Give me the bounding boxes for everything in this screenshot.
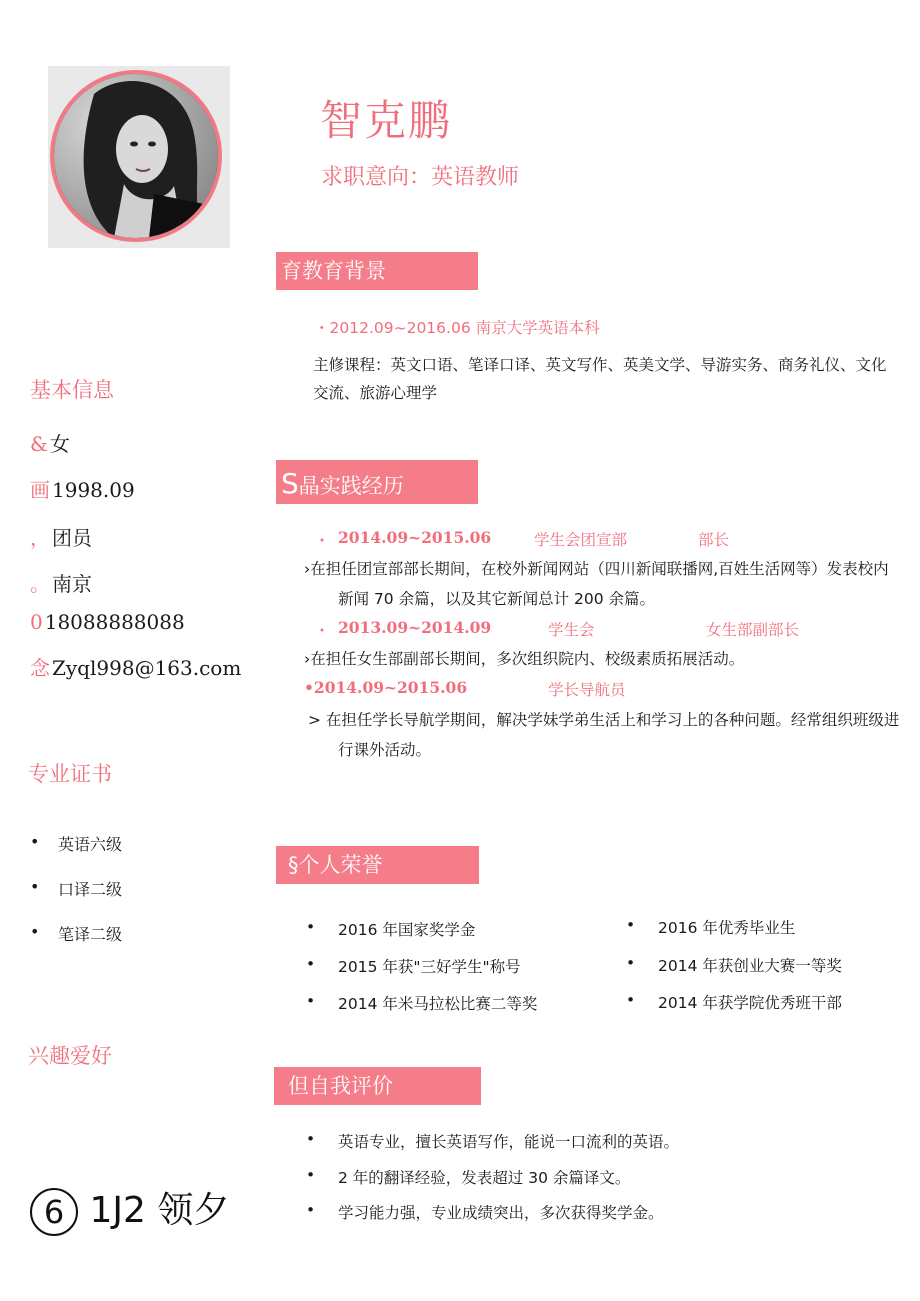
birthday-row bbox=[30, 474, 135, 503]
bullet-icon: • bbox=[626, 954, 636, 972]
bullet-icon: • bbox=[306, 992, 316, 1010]
self-eval-section-title: 但自我评价 bbox=[274, 1067, 481, 1105]
honors-section-title: §个人荣誉 bbox=[276, 846, 479, 884]
bullet-icon: • bbox=[30, 877, 40, 896]
self-eval-item: • 学习能力强，专业成绩突出，多次获得奖学金。 bbox=[306, 1201, 664, 1222]
cert-item: • 口译二级 bbox=[30, 877, 123, 899]
hobby-glyphs-text: 1J2 领夕 bbox=[89, 1190, 230, 1231]
honor-item: • 2014 年获创业大赛一等奖 bbox=[626, 954, 842, 975]
practice-item-desc-cont: 行课外活动。 bbox=[338, 741, 432, 759]
education-courses: 主修课程：英文口语、笔译口译、英文写作、英美文学、导游实务、商务礼仪、文化交流、旅游心理学 bbox=[313, 356, 887, 402]
political-row bbox=[30, 522, 92, 551]
email-row bbox=[30, 652, 241, 681]
practice-item-desc-cont: 新闻 70 余篇，以及其它新闻总计 200 余篇。 bbox=[338, 590, 656, 608]
bullet-icon: • bbox=[30, 832, 40, 851]
location-row bbox=[30, 568, 92, 597]
practice-section-title: S晶实践经历 bbox=[276, 460, 478, 504]
hobby-title: 兴趣爱好 bbox=[28, 1044, 112, 1068]
location-value: 南京 bbox=[52, 572, 92, 596]
cert-title: 专业证书 bbox=[28, 762, 112, 786]
practice-item-header: ・ 2014.09~2015.06 学生会团宣部 部长 bbox=[314, 528, 730, 550]
honor-item: • 2016 年优秀毕业生 bbox=[626, 916, 796, 937]
gender-icon: & bbox=[30, 432, 48, 456]
gender-value: 女 bbox=[49, 432, 70, 456]
self-eval-item: • 英语专业，擅长英语写作，能说一口流利的英语。 bbox=[306, 1130, 680, 1151]
candidate-name: 智克鹏 bbox=[320, 96, 453, 145]
email-icon: 念 bbox=[30, 656, 50, 680]
bullet-icon: • bbox=[30, 922, 40, 941]
basic-info-title: 基本信息 bbox=[30, 378, 114, 402]
job-objective: 求职意向：英语教师 bbox=[321, 165, 520, 190]
phone-row bbox=[30, 610, 185, 634]
practice-item-desc: > 在担任学长导航学期间，解决学妹学弟生活上和学习上的各种问题。经常组织班级进 bbox=[308, 711, 900, 729]
practice-item-desc: ›在担任团宣部部长期间，在校外新闻网站（四川新闻联播网,百姓生活网等）发表校内 bbox=[304, 560, 889, 578]
gender-row bbox=[30, 428, 70, 457]
self-eval-item: • 2 年的翻译经验，发表超过 30 余篇译文。 bbox=[306, 1166, 631, 1187]
political-value: 团员 bbox=[52, 526, 92, 550]
cert-item: • 笔译二级 bbox=[30, 922, 123, 944]
hobby-circle-icon: 6 bbox=[30, 1188, 78, 1236]
bullet-icon: • bbox=[626, 991, 636, 1009]
phone-icon: 0 bbox=[30, 610, 43, 634]
practice-item-header: •2014.09~2015.06 学长导航员 bbox=[304, 678, 626, 699]
honor-item: • 2014 年米马拉松比赛二等奖 bbox=[306, 992, 538, 1013]
bullet-icon: • bbox=[626, 916, 636, 934]
bullet-icon: • bbox=[306, 955, 316, 973]
profile-photo bbox=[50, 70, 222, 242]
portrait-graphic bbox=[54, 74, 218, 238]
email-value: Zyql998@163.com bbox=[52, 656, 242, 680]
birthday-icon: 画 bbox=[30, 478, 50, 502]
birthday-value: 1998.09 bbox=[52, 478, 135, 502]
honor-item: • 2016 年国家奖学金 bbox=[306, 918, 476, 939]
bullet-icon: • bbox=[306, 918, 316, 936]
bullet-icon: • bbox=[306, 1201, 316, 1219]
bullet-icon: • bbox=[306, 1166, 316, 1184]
political-icon: ， bbox=[30, 526, 50, 550]
practice-item-desc: ›在担任女生部副部长期间，多次组织院内、校级素质拓展活动。 bbox=[304, 650, 745, 668]
phone-value: 18088888088 bbox=[44, 610, 185, 634]
practice-item-header: ・ 2013.09~2014.09 学生会 女生部副部长 bbox=[314, 618, 800, 640]
honor-item: • 2015 年获"三好学生"称号 bbox=[306, 955, 521, 976]
education-section-title: 育教育背景 bbox=[276, 252, 478, 290]
location-icon: 。 bbox=[30, 572, 50, 596]
bullet-icon: • bbox=[306, 1130, 316, 1148]
honor-item: • 2014 年获学院优秀班干部 bbox=[626, 991, 842, 1012]
education-entry: ・2012.09~2016.06 南京大学英语本科 bbox=[314, 319, 600, 337]
cert-item: • 英语六级 bbox=[30, 832, 123, 854]
hobby-icons bbox=[30, 1182, 229, 1236]
